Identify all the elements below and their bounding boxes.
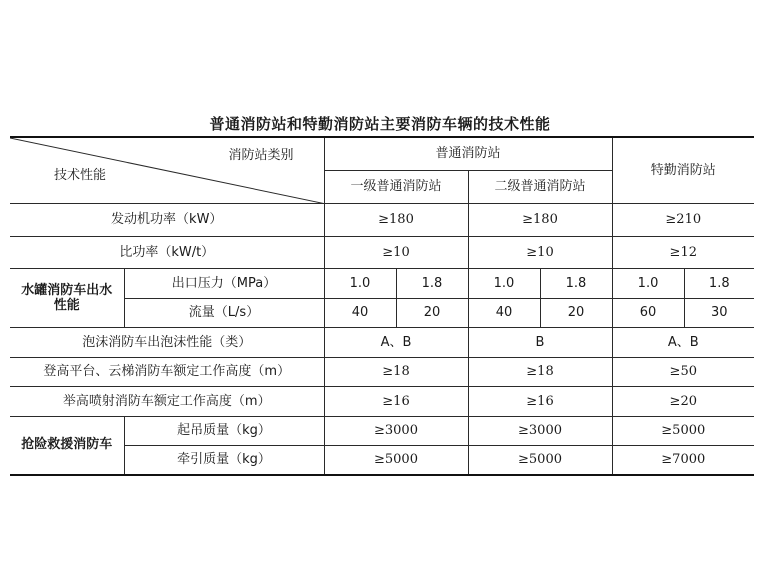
cell-engine-power-l2: ≥180 bbox=[468, 204, 612, 236]
row-label-foam: 泡沫消防车出泡沫性能（类） bbox=[10, 328, 324, 357]
cell-power-ratio-special: ≥12 bbox=[612, 236, 754, 268]
table-row bbox=[10, 269, 754, 298]
cell-engine-power-l1: ≥180 bbox=[324, 204, 468, 236]
cell-platform-l1: ≥18 bbox=[324, 357, 468, 386]
cell-tow-l2: ≥5000 bbox=[468, 445, 612, 475]
cell-pressure-l2-a: 1.0 bbox=[468, 269, 540, 298]
cell-lift-l1: ≥3000 bbox=[324, 416, 468, 445]
cell-spray-l2: ≥16 bbox=[468, 387, 612, 416]
cell-tow-special: ≥7000 bbox=[612, 445, 754, 475]
cell-flow-l1-b: 20 bbox=[396, 298, 468, 327]
row-label-engine-power: 发动机功率（kW） bbox=[10, 204, 324, 236]
cell-power-ratio-l1: ≥10 bbox=[324, 236, 468, 268]
row-label-lift-mass: 起吊质量（kg） bbox=[124, 416, 324, 445]
diag-header-performance: 技术性能 bbox=[54, 167, 107, 183]
row-group-rescue: 抢险救援消防车 bbox=[10, 416, 124, 475]
spec-table bbox=[10, 136, 754, 476]
row-group-tanker-label: 水罐消防车出水性能 bbox=[21, 282, 113, 314]
diagonal-header-cell bbox=[10, 137, 324, 204]
row-label-flow: 流量（L/s） bbox=[124, 298, 324, 327]
cell-power-ratio-l2: ≥10 bbox=[468, 236, 612, 268]
cell-platform-special: ≥50 bbox=[612, 357, 754, 386]
row-group-tanker bbox=[10, 269, 124, 328]
cell-pressure-special-a: 1.0 bbox=[612, 269, 684, 298]
cell-lift-special: ≥5000 bbox=[612, 416, 754, 445]
cell-tow-l1: ≥5000 bbox=[324, 445, 468, 475]
row-label-spray-height: 举高喷射消防车额定工作高度（m） bbox=[10, 387, 324, 416]
cell-flow-l2-a: 40 bbox=[468, 298, 540, 327]
cell-foam-l1: A、B bbox=[324, 328, 468, 357]
cell-flow-special-a: 60 bbox=[612, 298, 684, 327]
row-label-tow-mass: 牵引质量（kg） bbox=[124, 445, 324, 475]
cell-pressure-l1-b: 1.8 bbox=[396, 269, 468, 298]
cell-spray-l1: ≥16 bbox=[324, 387, 468, 416]
row-label-power-ratio: 比功率（kW/t） bbox=[10, 236, 324, 268]
table-row bbox=[10, 204, 754, 236]
cell-flow-special-b: 30 bbox=[684, 298, 754, 327]
table-row bbox=[10, 236, 754, 268]
cell-lift-l2: ≥3000 bbox=[468, 416, 612, 445]
table-row bbox=[10, 357, 754, 386]
cell-flow-l2-b: 20 bbox=[540, 298, 612, 327]
header-level1-station: 一级普通消防站 bbox=[324, 170, 468, 203]
diag-header-station-type: 消防站类别 bbox=[228, 148, 294, 163]
header-ordinary-station: 普通消防站 bbox=[324, 137, 612, 170]
header-row-1 bbox=[10, 137, 754, 170]
header-special-station: 特勤消防站 bbox=[612, 137, 754, 204]
cell-platform-l2: ≥18 bbox=[468, 357, 612, 386]
cell-foam-special: A、B bbox=[612, 328, 754, 357]
cell-spray-special: ≥20 bbox=[612, 387, 754, 416]
cell-engine-power-special: ≥210 bbox=[612, 204, 754, 236]
cell-flow-l1-a: 40 bbox=[324, 298, 396, 327]
cell-pressure-special-b: 1.8 bbox=[684, 269, 754, 298]
table-title: 普通消防站和特勤消防站主要消防车辆的技术性能 bbox=[209, 115, 551, 133]
cell-pressure-l2-b: 1.8 bbox=[540, 269, 612, 298]
table-row bbox=[10, 328, 754, 357]
header-level2-station: 二级普通消防站 bbox=[468, 170, 612, 203]
row-label-outlet-pressure: 出口压力（MPa） bbox=[124, 269, 324, 298]
cell-pressure-l1-a: 1.0 bbox=[324, 269, 396, 298]
table-row bbox=[10, 416, 754, 445]
cell-foam-l2: B bbox=[468, 328, 612, 357]
row-label-platform-height: 登高平台、云梯消防车额定工作高度（m） bbox=[10, 357, 324, 386]
table-row bbox=[10, 387, 754, 416]
